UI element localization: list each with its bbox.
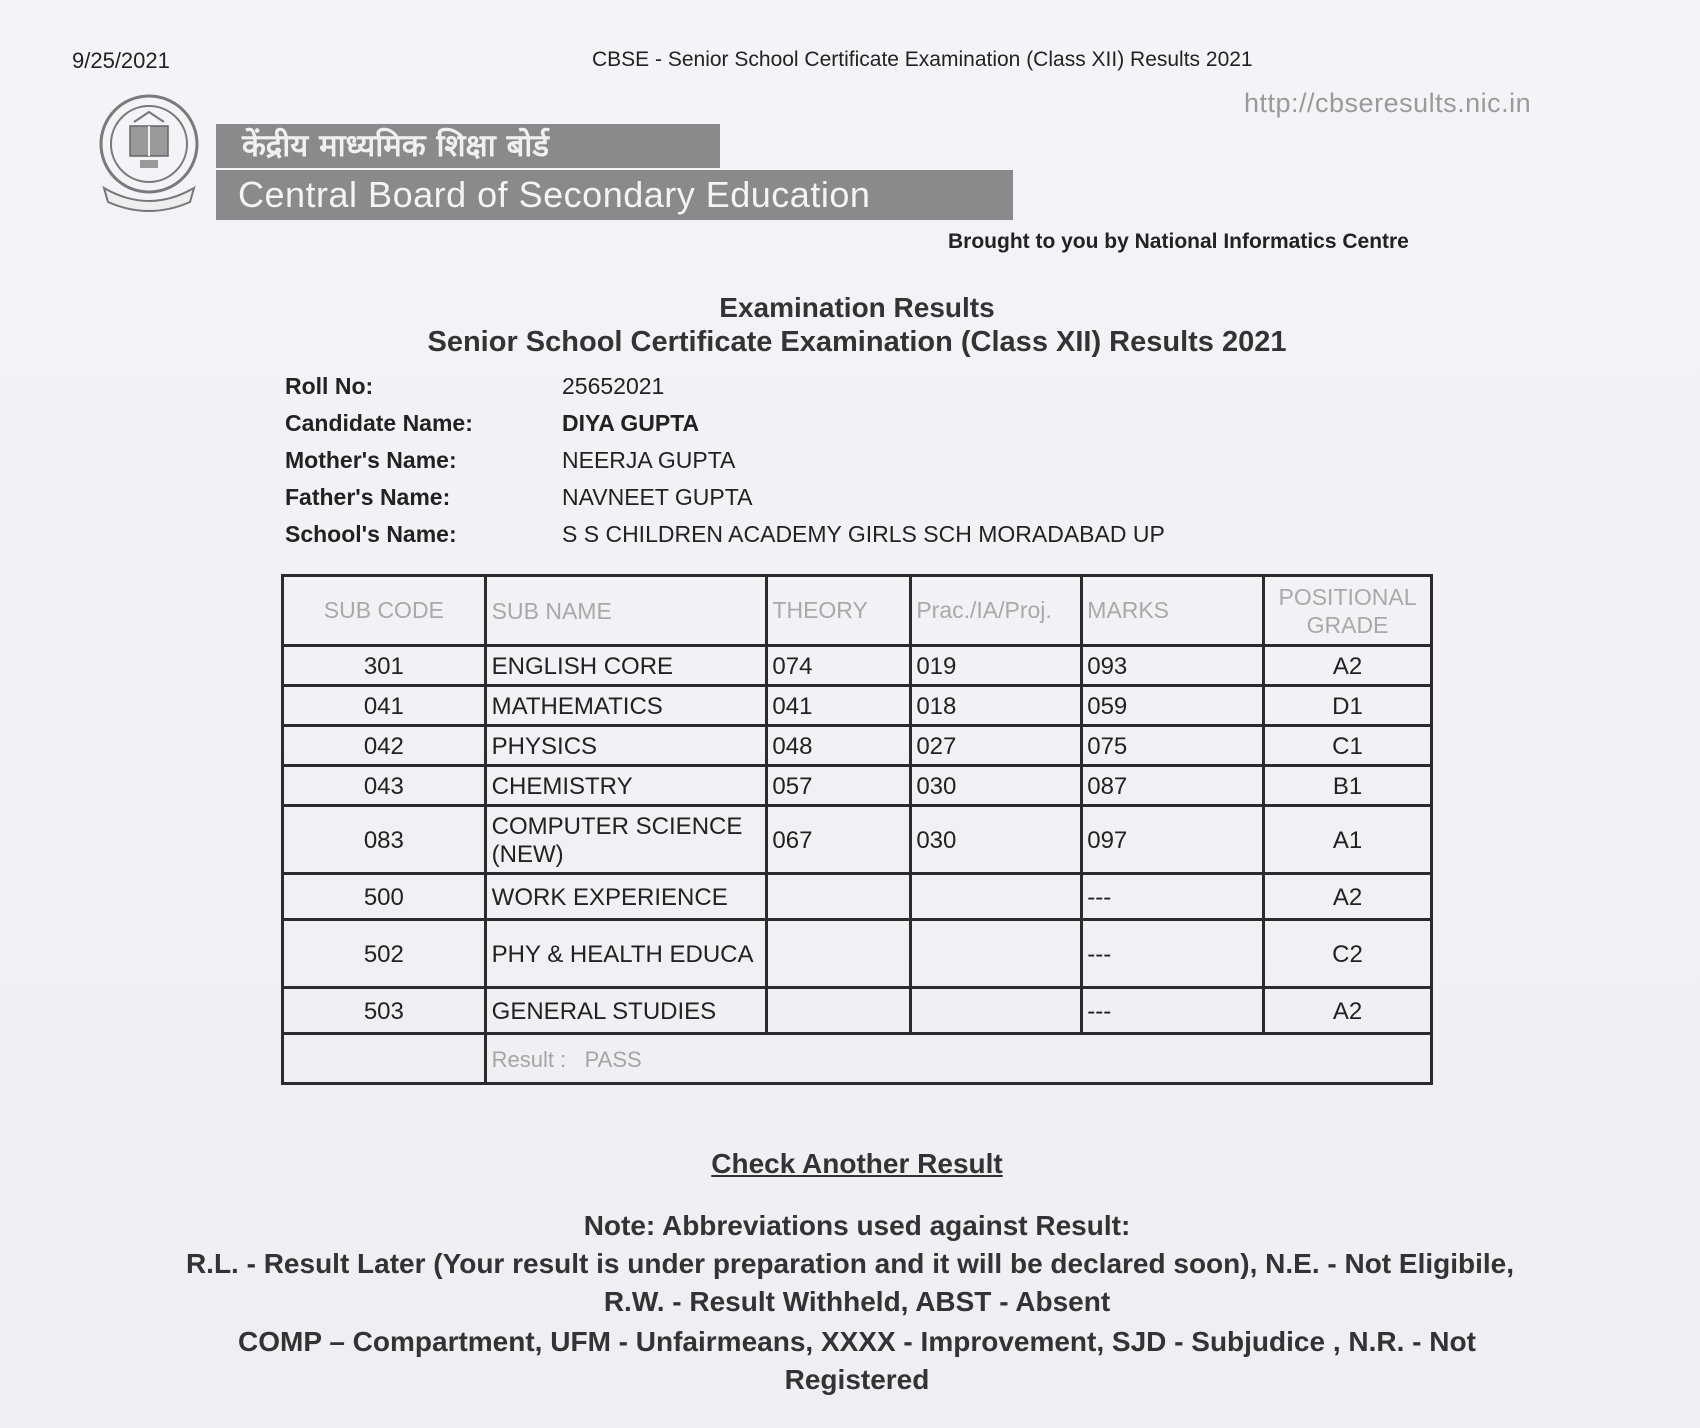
abbreviations-line-1: R.L. - Result Later (Your result is under preparation and it will be declared soon), N.E. - Not Eligibile, xyxy=(185,1248,1515,1279)
table-row xyxy=(283,988,1432,1034)
roll-no-label: Roll No: xyxy=(285,373,374,399)
roll-no-value: 25652021 xyxy=(562,373,665,399)
marks-cell: --- xyxy=(1082,988,1264,1034)
grade-cell: C1 xyxy=(1264,726,1432,766)
header-prac: Prac./IA/Proj. xyxy=(911,576,1082,646)
sub-code-cell: 041 xyxy=(283,686,486,726)
sub-name-cell: CHEMISTRY xyxy=(485,766,767,806)
grade-cell: A1 xyxy=(1264,806,1432,874)
header-sub-name: SUB NAME xyxy=(485,576,767,646)
grade-cell: A2 xyxy=(1264,646,1432,686)
table-row xyxy=(283,874,1432,920)
header-grade-line1: POSITIONAL xyxy=(1278,583,1417,610)
result-blank-cell xyxy=(283,1034,486,1084)
school-name-value: S S CHILDREN ACADEMY GIRLS SCH MORADABAD UP xyxy=(562,521,1165,547)
sub-code-cell: 500 xyxy=(283,874,486,920)
result-cell xyxy=(485,1034,1431,1084)
prac-cell: 030 xyxy=(911,806,1082,874)
table-row xyxy=(283,806,1432,874)
theory-cell: 041 xyxy=(767,686,911,726)
marks-cell: 093 xyxy=(1082,646,1264,686)
site-url-link[interactable]: http://cbseresults.nic.in xyxy=(1244,88,1532,118)
abbreviations-line-2: R.W. - Result Withheld, ABST - Absent xyxy=(603,1286,1111,1317)
sub-code-cell: 502 xyxy=(283,920,486,988)
result-value: PASS xyxy=(584,1046,642,1072)
theory-cell xyxy=(767,874,911,920)
abbreviations-note-heading: Note: Abbreviations used against Result: xyxy=(583,1210,1131,1241)
mother-name-value: NEERJA GUPTA xyxy=(562,447,736,473)
table-row xyxy=(283,646,1432,686)
header-grade-line2: GRADE xyxy=(1306,611,1389,638)
grade-cell: A2 xyxy=(1264,874,1432,920)
school-name-label: School's Name: xyxy=(285,521,457,547)
marks-cell: --- xyxy=(1082,920,1264,988)
cbse-seal-logo xyxy=(94,92,204,214)
sub-code-cell: 301 xyxy=(283,646,486,686)
theory-cell: 074 xyxy=(767,646,911,686)
exam-heading: Examination Results xyxy=(719,292,995,323)
header-theory: THEORY xyxy=(767,576,911,646)
grade-cell: C2 xyxy=(1264,920,1432,988)
prac-cell: 018 xyxy=(911,686,1082,726)
exam-subheading: Senior School Certificate Examination (Class XII) Results 2021 xyxy=(427,326,1287,358)
marks-cell: 097 xyxy=(1082,806,1264,874)
sub-name-cell: GENERAL STUDIES xyxy=(485,988,767,1034)
sub-name-cell: PHY & HEALTH EDUCA xyxy=(485,920,767,988)
candidate-name-value: DIYA GUPTA xyxy=(562,410,700,436)
marks-cell: 087 xyxy=(1082,766,1264,806)
header-grade xyxy=(1264,576,1432,646)
grade-cell: A2 xyxy=(1264,988,1432,1034)
prac-cell xyxy=(911,874,1082,920)
board-name-hindi: केंद्रीय माध्यमिक शिक्षा बोर्ड xyxy=(216,124,720,168)
abbreviations-line-3: COMP – Compartment, UFM - Unfairmeans, XXXX - Improvement, SJD - Subjudice , N.R. - Not xyxy=(238,1326,1476,1357)
marks-cell: 075 xyxy=(1082,726,1264,766)
grade-cell: B1 xyxy=(1264,766,1432,806)
theory-cell: 048 xyxy=(767,726,911,766)
father-name-value: NAVNEET GUPTA xyxy=(562,484,753,510)
table-row xyxy=(283,766,1432,806)
sub-name-cell: WORK EXPERIENCE xyxy=(485,874,767,920)
sub-code-cell: 042 xyxy=(283,726,486,766)
prac-cell: 030 xyxy=(911,766,1082,806)
grade-cell: D1 xyxy=(1264,686,1432,726)
theory-cell xyxy=(767,920,911,988)
table-row xyxy=(283,686,1432,726)
sub-code-cell: 083 xyxy=(283,806,486,874)
prac-cell: 019 xyxy=(911,646,1082,686)
theory-cell: 057 xyxy=(767,766,911,806)
result-row xyxy=(283,1034,1432,1084)
sub-code-cell: 043 xyxy=(283,766,486,806)
theory-cell xyxy=(767,988,911,1034)
sub-name-cell: PHYSICS xyxy=(485,726,767,766)
header-sub-code: SUB CODE xyxy=(283,576,486,646)
marks-cell: --- xyxy=(1082,874,1264,920)
print-page-title: CBSE - Senior School Certificate Examination (Class XII) Results 2021 xyxy=(592,48,1253,71)
nic-credit: Brought to you by National Informatics Centre xyxy=(948,230,1409,253)
father-name-label: Father's Name: xyxy=(285,484,451,510)
sub-name-cell: ENGLISH CORE xyxy=(485,646,767,686)
theory-cell: 067 xyxy=(767,806,911,874)
marks-table xyxy=(281,574,1433,1085)
table-row xyxy=(283,726,1432,766)
marks-cell: 059 xyxy=(1082,686,1264,726)
table-row xyxy=(283,920,1432,988)
table-header-row xyxy=(283,576,1432,646)
sub-code-cell: 503 xyxy=(283,988,486,1034)
board-name-english: Central Board of Secondary Education xyxy=(216,170,1013,220)
mother-name-label: Mother's Name: xyxy=(285,447,457,473)
prac-cell xyxy=(911,988,1082,1034)
sub-name-cell: COMPUTER SCIENCE (NEW) xyxy=(485,806,767,874)
sub-name-cell: MATHEMATICS xyxy=(485,686,767,726)
prac-cell xyxy=(911,920,1082,988)
result-label: Result : xyxy=(491,1046,567,1072)
header-marks: MARKS xyxy=(1082,576,1264,646)
check-another-result-link[interactable]: Check Another Result xyxy=(711,1148,1003,1179)
candidate-name-label: Candidate Name: xyxy=(285,410,473,436)
print-date: 9/25/2021 xyxy=(72,48,170,73)
prac-cell: 027 xyxy=(911,726,1082,766)
abbreviations-line-4: Registered xyxy=(784,1364,930,1395)
